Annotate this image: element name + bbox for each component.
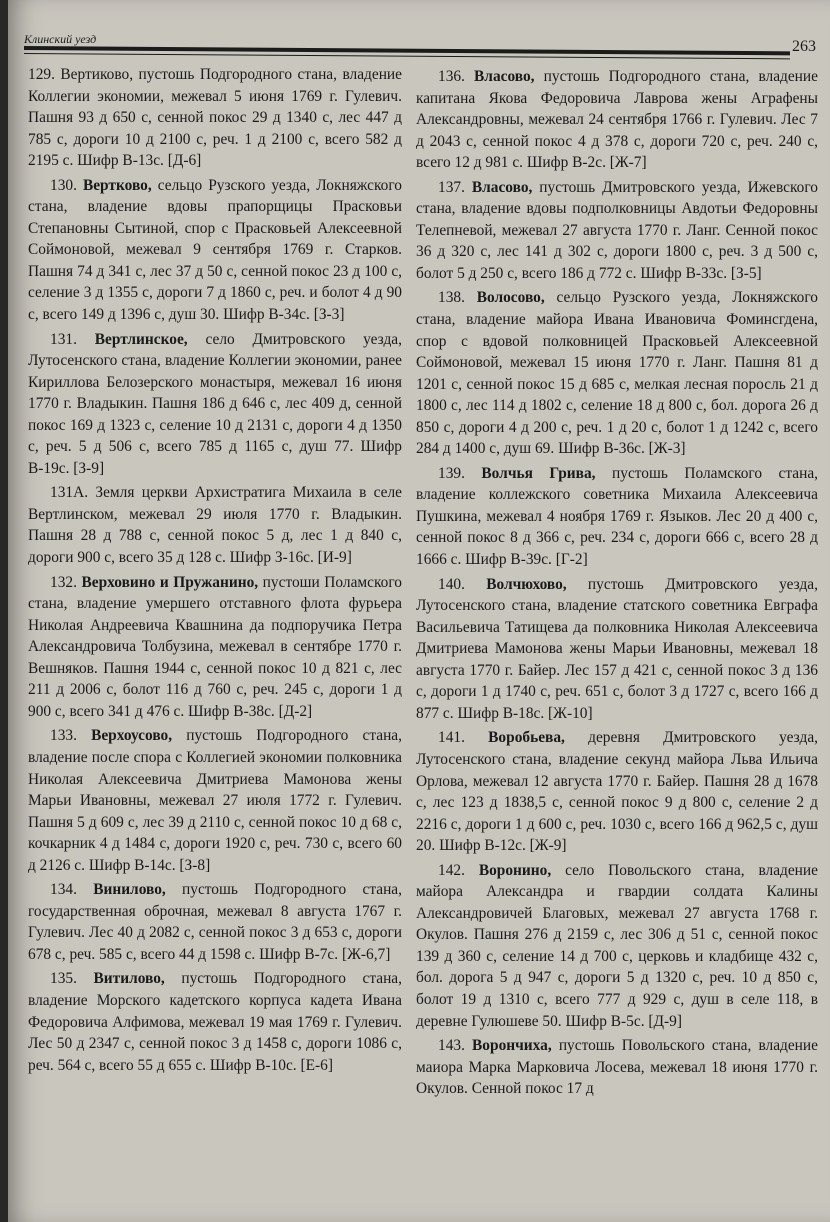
entry-number: 136. xyxy=(438,68,465,85)
entry-name: Волчюхово, xyxy=(486,575,567,593)
entry-name: Волосово, xyxy=(476,289,545,307)
entry-name: Волчья Грива, xyxy=(481,464,596,482)
entry-name: Ворончиха, xyxy=(472,1037,552,1055)
entry-name: Верховино и Пружанино, xyxy=(81,573,259,591)
entry-131 xyxy=(28,329,402,480)
entry-number: 140. xyxy=(438,575,465,593)
page-header xyxy=(24,28,820,62)
entry-number: 133. xyxy=(50,727,77,745)
entry-131a xyxy=(28,482,402,568)
entry-name: Витилово, xyxy=(93,970,165,988)
entry-number: 134. xyxy=(50,881,77,899)
entry-name: Вертково, xyxy=(82,176,152,194)
entry-text: пустошь Подгородного стана, владение капитана Якова Федоровича Лаврова жены Аграфены Александровны, межевал 24 сентября 1766 г. Гулевич. Лес 7 д 2043 с, сенной покос 4 д 378 с, дороги 720 с, реч. 240 с, всего 12 д 981 с. Шифр В-2с. [Ж-7] xyxy=(416,68,818,172)
entry-name: Власово, xyxy=(474,68,535,85)
entry-number: 130. xyxy=(50,176,77,194)
entry-name: Вертлинское, xyxy=(94,330,188,348)
entry-name: Власово, xyxy=(471,178,533,196)
entry-text: село Дмитровского уезда, Лутосенского стана, владение Коллегии экономии, ранее Кириллова Белозерского монастыря, межевал 16 июня 1770 г. Владыкин. Пашня 186 д 646 с, лес 409 д, сенной покос 169 д 1323 с, селение 10 д 2131 с, дороги 4 д 1350 с, реч. 5 д 506 с, всего 785 д 1165 с, душ 77. Шифр В-19с. [З-9] xyxy=(28,330,402,477)
entry-140 xyxy=(416,574,818,725)
entry-name: Воробьева, xyxy=(488,729,565,747)
entry-130 xyxy=(28,175,402,326)
entry-134 xyxy=(28,879,402,965)
entry-name: Верхоусово, xyxy=(91,727,173,745)
entry-text: пустошь Подгородного стана, владение Морского кадетского корпуса кадета Ивана Федоровича Алфимова, межевал 19 мая 1769 г. Гулевич. Лес 50 д 2347 с, сенной покос 3 д 1458 с, дороги 1086 с, реч. 564 с, всего 55 д 655 с. Шифр В-10с. [Е-6] xyxy=(28,970,402,1074)
entry-number: 138. xyxy=(438,289,465,307)
entry-name: Винилово, xyxy=(93,881,166,899)
entry-number: 131. xyxy=(50,330,77,348)
entry-number: 139. xyxy=(438,464,465,482)
entry-132 xyxy=(28,572,402,723)
entry-text: пустошь Повольского стана, владение маиора Марка Марковича Лосева, межевал 18 июня 1770 г. Окулов. Сенной покос 17 д xyxy=(416,1037,818,1098)
entry-number: 142. xyxy=(438,861,465,879)
left-column xyxy=(28,64,402,1214)
entry-number: 132. xyxy=(50,573,77,591)
entry-text: пустошь Поламского стана, владение коллежского советника Михаила Алексеевича Пушкина, межевал 4 ноября 1769 г. Языков. Лес 20 д 400 с, сенной покос 8 д 366 с, реч. 234 с, дороги 666 с, всего 28 д 1666 с. Шифр В-39с. [Г-2] xyxy=(416,464,819,569)
entry-text: сельцо Рузского уезда, Локняжского стана, владение майора Ивана Ивановича Фоминсгдена, спор с вдовой полковницей Прасковьей Алексеевной Соймоновой, межевал 15 июня 1770 г. Ланг. Пашня 81 д 1201 с, сенной покос 15 д 685 с, мелкая лесная поросль 21 д 1800 с, лес 114 д 1802 с, селение 18 д 800 с, бол. дорога 26 д 850 с, дороги 4 д 200 с, реч. 1 д 20 с, болот 1 д 1242 с, всего 284 д 1400 с, душ 69. Шифр В-36с. [Ж-3] xyxy=(416,289,818,458)
entry-143 xyxy=(416,1035,818,1100)
entry-text: 129. Вертиково, пустошь Подгородного стана, владение Коллегии экономии, межевал 5 июня 1769 г. Гулевич. Пашня 93 д 650 с, сенной покос 29 д 1340 с, лес 447 д 785 с, дороги 10 д 2100 с, реч. 1 д 2100 с, всего 582 д 2195 с. Шифр В-13с. [Д-6] xyxy=(28,66,402,170)
right-column xyxy=(416,66,818,1214)
entry-name: Воронино, xyxy=(478,861,552,879)
entry-129 xyxy=(28,64,402,172)
entry-text: сельцо Рузского уезда, Локняжского стана, владение вдовы прапорщицы Прасковьи Степановны Сытиной, спор с Прасковьей Алексеевной Соймоновой, межевал 9 сентября 1769 г. Старков. Пашня 74 д 341 с, лес 37 д 50 с, сенной покос 23 д 100 с, селение 3 д 1355 с, дороги 7 д 1860 с, реч. и болот 4 д 90 с, всего 149 д 1396 с, душ 30. Шифр В-34с. [З-3] xyxy=(28,176,402,324)
book-page xyxy=(8,0,830,1222)
entry-text: деревня Дмитровского уезда, Лутосенского стана, владение секунд майора Льва Ильича Орлова, межевал 12 августа 1770 г. Байер. Пашня 28 д 1678 с, лес 123 д 1838,5 с, сенной покос 9 д 800 с, селение 2 д 2216 с, дороги 1 д 600 с, реч. 1030 с, всего 166 д 962,5 с, душ 20. Шифр В-12с. [Ж-9] xyxy=(416,729,818,855)
entry-142 xyxy=(416,860,818,1032)
entry-text: пустошь Подгородного стана, государственная оброчная, межевал 8 августа 1767 г. Гулевич. Лес 40 д 2082 с, сенной покос 3 д 653 с, дороги 678 с, реч. 585 с, всего 44 д 1598 с. Шифр В-7с. [Ж-6,7] xyxy=(28,881,402,963)
entry-133 xyxy=(28,725,402,876)
entry-number: 137. xyxy=(438,178,465,196)
entry-text: пустошь Подгородного стана, владение после спора с Коллегией экономии полковника Николая Алексеевича Дмитриева Мамонова жены Марьи Ивановны, межевал 27 июля 1772 г. Гулевич. Пашня 5 д 609 с, лес 39 д 2110 с, сенной покос 10 д 68 с, кочкарник 4 д 1484 с, дороги 1920 с, реч. 730 с, всего 60 д 2126 с. Шифр В-14с. [З-8] xyxy=(28,727,402,874)
entry-141 xyxy=(416,727,818,856)
entry-text: пустошь Дмитровского уезда, Лутосенского стана, владение статского советника Евграфа Васильевича Татищева да полковника Николая Алексеевича Дмитриева Мамонова жены Марьи Ивановны, межевал 18 августа 1770 г. Байер. Лес 157 д 421 с, сенной покос 3 д 136 с, дороги 1 д 1740 с, реч. 651 с, болот 3 д 1727 с, всего 166 д 877 с. Шифр В-18с. [Ж-10] xyxy=(416,575,818,722)
entry-138 xyxy=(416,287,818,459)
entry-text: Земля церкви Архистратига Михаила в селе Вертлинском, межевал 29 июля 1770 г. Владыкин. Пашня 28 д 788 с, сенной покос 5 д, лес 1 д 840 с, дороги 900 с, всего 35 д 128 с. Шифр З-16с. [И-9] xyxy=(28,484,402,567)
entry-text: пустоши Поламского стана, владение умершего отставного флота фурьера Николая Андреевича Квашнина да подпоручика Петра Александровича Толбузина, межевал в сентябре 1770 г. Вешняков. Пашня 1944 с, сенной покос 10 д 821 с, лес 211 д 2006 с, болот 116 д 760 с, реч. 245 с, дороги 1 д 900 с, всего 341 д 476 с. Шифр В-38с. [Д-2] xyxy=(28,573,403,720)
entry-number: 135. xyxy=(50,970,77,988)
entry-137 xyxy=(416,177,818,285)
page-number: 263 xyxy=(792,38,816,55)
entry-139 xyxy=(416,463,818,571)
entry-number: 141. xyxy=(438,729,465,747)
entry-135 xyxy=(28,968,402,1076)
entry-text: пустошь Дмитровского уезда, Ижевского стана, владение вдовы подполковницы Авдотьи Федоровны Телепневой, межевал 27 августа 1770 г. Ланг. Сенной покос 36 д 320 с, лес 141 д 302 с, дороги 1800 с, реч. 3 д 500 с, болот 5 д 250 с, всего 186 д 772 с. Шифр В-33с. [З-5] xyxy=(416,178,818,282)
entry-number: 131А. xyxy=(50,484,89,502)
running-head: Клинский уезд xyxy=(24,32,97,46)
entry-number: 143. xyxy=(438,1037,465,1055)
entry-text: село Повольского стана, владение майора Александра и гвардии солдата Калины Александровичей Благовых, межевал 27 августа 1768 г. Окулов. Пашня 276 д 2159 с, лес 306 д 51 с, сенной покос 139 д 360 с, селение 14 д 700 с, церковь и кладбище 432 с, бол. дорога 5 д 947 с, дороги 5 д 1320 с, реч. 10 д 850 с, болот 19 д 1310 с, всего 777 д 929 с, душ в селе 118, в деревне Гулюшеве 50. Шифр В-5с. [Д-9] xyxy=(416,861,818,1030)
entry-136 xyxy=(416,66,818,174)
